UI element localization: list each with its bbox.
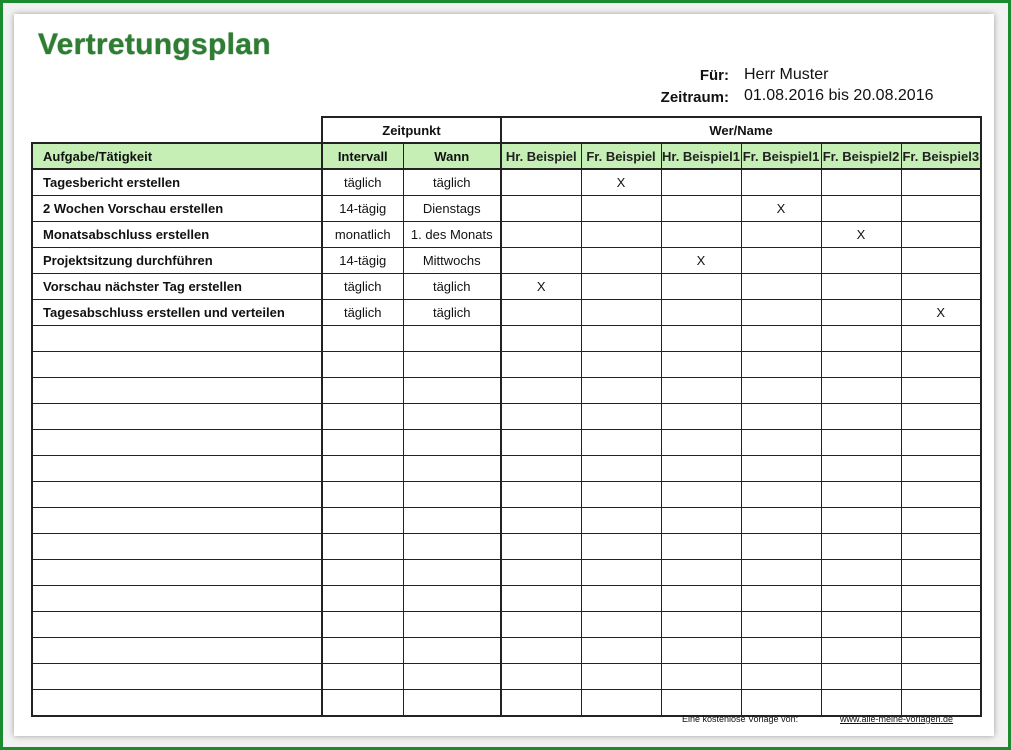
cell-assignment: [821, 430, 901, 456]
cell-task: [32, 560, 322, 586]
cell-assignment: [581, 326, 661, 352]
cell-assignment: [661, 352, 741, 378]
cell-assignment: [741, 326, 821, 352]
cell-assignment: [501, 404, 581, 430]
cell-assignment: [661, 456, 741, 482]
cell-task: Projektsitzung durchführen: [32, 248, 322, 274]
cell-assignment: [661, 378, 741, 404]
group-wer-name: Wer/Name: [501, 117, 981, 143]
header-name-1: Hr. Beispiel: [501, 143, 581, 169]
cell-assignment: X: [741, 196, 821, 222]
cell-assignment: [661, 300, 741, 326]
cell-assignment: [901, 248, 981, 274]
fuer-value: Herr Muster: [744, 66, 829, 83]
cell-assignment: [501, 378, 581, 404]
cell-assignment: [821, 586, 901, 612]
cell-assignment: [741, 169, 821, 196]
cell-assignment: [821, 404, 901, 430]
empty-row: [32, 352, 981, 378]
cell-assignment: [821, 534, 901, 560]
cell-assignment: [501, 169, 581, 196]
empty-row: [32, 638, 981, 664]
cell-assignment: [741, 378, 821, 404]
cell-intervall: täglich: [322, 274, 403, 300]
cell-assignment: [501, 352, 581, 378]
cell-assignment: [501, 508, 581, 534]
cell-assignment: [821, 612, 901, 638]
cell-task: [32, 482, 322, 508]
cell-task: Tagesabschluss erstellen und verteilen: [32, 300, 322, 326]
cell-task: [32, 638, 322, 664]
cell-assignment: [581, 404, 661, 430]
cell-wann: Mittwochs: [403, 248, 501, 274]
empty-row: [32, 690, 981, 717]
cell-assignment: [581, 248, 661, 274]
footer-text: Eine kostenlose Vorlage von:: [682, 714, 799, 724]
cell-assignment: [501, 300, 581, 326]
cell-assignment: [581, 352, 661, 378]
cell-assignment: [501, 690, 581, 717]
cell-assignment: [741, 300, 821, 326]
cell-assignment: [741, 430, 821, 456]
cell-assignment: [901, 534, 981, 560]
cell-assignment: [661, 508, 741, 534]
cell-intervall: [322, 352, 403, 378]
cell-assignment: [661, 196, 741, 222]
cell-wann: [403, 352, 501, 378]
cell-wann: [403, 456, 501, 482]
cell-wann: täglich: [403, 274, 501, 300]
cell-intervall: [322, 508, 403, 534]
cell-assignment: [901, 612, 981, 638]
cell-task: [32, 534, 322, 560]
cell-assignment: [821, 169, 901, 196]
cell-wann: [403, 404, 501, 430]
cell-wann: [403, 326, 501, 352]
group-zeitpunkt: Zeitpunkt: [322, 117, 501, 143]
cell-assignment: [821, 638, 901, 664]
fuer-label: Für:: [699, 67, 729, 84]
cell-assignment: [741, 560, 821, 586]
cell-assignment: [501, 586, 581, 612]
table-row: [32, 222, 981, 248]
empty-row: [32, 326, 981, 352]
cell-assignment: X: [661, 248, 741, 274]
cell-assignment: [741, 222, 821, 248]
cell-intervall: 14-tägig: [322, 196, 403, 222]
empty-row: [32, 560, 981, 586]
cell-task: [32, 690, 322, 717]
cell-wann: [403, 430, 501, 456]
empty-row: [32, 508, 981, 534]
schedule-table: [31, 116, 982, 717]
cell-intervall: [322, 534, 403, 560]
cell-wann: [403, 664, 501, 690]
cell-assignment: [501, 326, 581, 352]
zeitraum-label: Zeitraum:: [660, 89, 729, 106]
cell-wann: Dienstags: [403, 196, 501, 222]
cell-assignment: [741, 404, 821, 430]
cell-assignment: [741, 508, 821, 534]
cell-assignment: [901, 274, 981, 300]
group-header-row: [32, 117, 981, 143]
cell-task: [32, 664, 322, 690]
cell-task: [32, 404, 322, 430]
cell-assignment: [661, 482, 741, 508]
cell-assignment: [901, 404, 981, 430]
column-header-row: [32, 143, 981, 169]
cell-assignment: [501, 664, 581, 690]
empty-row: [32, 664, 981, 690]
cell-assignment: [581, 482, 661, 508]
cell-assignment: [501, 482, 581, 508]
empty-row: [32, 482, 981, 508]
cell-task: Tagesbericht erstellen: [32, 169, 322, 196]
cell-assignment: [661, 560, 741, 586]
cell-assignment: [661, 430, 741, 456]
table-row: [32, 248, 981, 274]
cell-assignment: [821, 664, 901, 690]
blank-corner: [32, 117, 322, 143]
cell-assignment: [661, 326, 741, 352]
cell-assignment: [821, 274, 901, 300]
cell-assignment: [901, 508, 981, 534]
cell-assignment: [741, 274, 821, 300]
cell-intervall: [322, 482, 403, 508]
cell-intervall: [322, 664, 403, 690]
empty-row: [32, 456, 981, 482]
cell-wann: 1. des Monats: [403, 222, 501, 248]
cell-assignment: [901, 378, 981, 404]
cell-assignment: [661, 586, 741, 612]
cell-assignment: [741, 456, 821, 482]
cell-wann: [403, 560, 501, 586]
cell-assignment: [741, 638, 821, 664]
cell-task: [32, 352, 322, 378]
cell-assignment: [821, 378, 901, 404]
cell-assignment: X: [821, 222, 901, 248]
cell-task: [32, 508, 322, 534]
cell-assignment: [901, 482, 981, 508]
cell-intervall: monatlich: [322, 222, 403, 248]
cell-wann: täglich: [403, 169, 501, 196]
cell-assignment: [821, 482, 901, 508]
cell-wann: [403, 690, 501, 717]
page-title: Vertretungsplan: [38, 28, 271, 61]
cell-assignment: [501, 248, 581, 274]
cell-intervall: 14-tägig: [322, 248, 403, 274]
cell-wann: [403, 612, 501, 638]
header-name-2: Fr. Beispiel: [581, 143, 661, 169]
cell-task: [32, 378, 322, 404]
cell-assignment: X: [901, 300, 981, 326]
cell-wann: [403, 586, 501, 612]
cell-intervall: [322, 404, 403, 430]
header-name-5: Fr. Beispiel2: [821, 143, 901, 169]
cell-assignment: [581, 690, 661, 717]
cell-assignment: [821, 560, 901, 586]
cell-assignment: [661, 612, 741, 638]
header-name-3: Hr. Beispiel1: [661, 143, 741, 169]
cell-intervall: täglich: [322, 300, 403, 326]
table-row: [32, 196, 981, 222]
cell-task: [32, 612, 322, 638]
footer-link[interactable]: www.alle-meine-vorlagen.de: [840, 714, 954, 724]
empty-row: [32, 430, 981, 456]
cell-assignment: [821, 352, 901, 378]
cell-assignment: [741, 586, 821, 612]
cell-assignment: [901, 664, 981, 690]
cell-intervall: [322, 690, 403, 717]
cell-intervall: täglich: [322, 169, 403, 196]
cell-assignment: [901, 430, 981, 456]
cell-assignment: [821, 690, 901, 717]
header-name-4: Fr. Beispiel1: [741, 143, 821, 169]
cell-assignment: [581, 222, 661, 248]
cell-assignment: [901, 352, 981, 378]
cell-assignment: [901, 638, 981, 664]
cell-assignment: [661, 169, 741, 196]
cell-assignment: [901, 326, 981, 352]
cell-assignment: [741, 482, 821, 508]
cell-assignment: [901, 196, 981, 222]
cell-assignment: [901, 456, 981, 482]
cell-assignment: [901, 560, 981, 586]
cell-assignment: [501, 196, 581, 222]
cell-assignment: [661, 274, 741, 300]
cell-assignment: [821, 300, 901, 326]
cell-assignment: [821, 508, 901, 534]
cell-assignment: [741, 248, 821, 274]
cell-intervall: [322, 612, 403, 638]
cell-assignment: [661, 638, 741, 664]
cell-intervall: [322, 638, 403, 664]
cell-intervall: [322, 430, 403, 456]
cell-assignment: [821, 196, 901, 222]
cell-assignment: [901, 222, 981, 248]
cell-assignment: [581, 300, 661, 326]
cell-wann: [403, 534, 501, 560]
cell-task: [32, 430, 322, 456]
table-row: [32, 274, 981, 300]
cell-task: [32, 586, 322, 612]
cell-task: Monatsabschluss erstellen: [32, 222, 322, 248]
empty-row: [32, 404, 981, 430]
cell-assignment: [581, 612, 661, 638]
cell-assignment: [501, 612, 581, 638]
cell-assignment: [901, 586, 981, 612]
cell-assignment: [581, 534, 661, 560]
cell-assignment: [901, 690, 981, 717]
cell-assignment: [501, 534, 581, 560]
cell-assignment: [581, 196, 661, 222]
cell-assignment: [501, 222, 581, 248]
cell-intervall: [322, 456, 403, 482]
cell-assignment: [741, 534, 821, 560]
cell-assignment: [821, 326, 901, 352]
document-sheet: [14, 14, 994, 736]
cell-assignment: [581, 378, 661, 404]
cell-task: [32, 326, 322, 352]
cell-assignment: [581, 664, 661, 690]
cell-task: Vorschau nächster Tag erstellen: [32, 274, 322, 300]
cell-assignment: [501, 456, 581, 482]
cell-assignment: [581, 508, 661, 534]
cell-wann: täglich: [403, 300, 501, 326]
cell-assignment: [581, 560, 661, 586]
zeitraum-value: 01.08.2016 bis 20.08.2016: [744, 87, 934, 104]
cell-intervall: [322, 560, 403, 586]
cell-assignment: [581, 274, 661, 300]
cell-assignment: [741, 690, 821, 717]
header-intervall: Intervall: [322, 143, 403, 169]
cell-task: 2 Wochen Vorschau erstellen: [32, 196, 322, 222]
cell-assignment: [661, 222, 741, 248]
cell-wann: [403, 508, 501, 534]
cell-assignment: X: [501, 274, 581, 300]
cell-wann: [403, 482, 501, 508]
cell-intervall: [322, 326, 403, 352]
cell-assignment: [661, 534, 741, 560]
cell-assignment: [821, 456, 901, 482]
cell-assignment: [581, 456, 661, 482]
cell-assignment: [581, 586, 661, 612]
empty-row: [32, 378, 981, 404]
empty-row: [32, 534, 981, 560]
cell-assignment: [581, 638, 661, 664]
cell-assignment: X: [581, 169, 661, 196]
cell-assignment: [741, 664, 821, 690]
cell-wann: [403, 378, 501, 404]
cell-intervall: [322, 586, 403, 612]
cell-assignment: [661, 690, 741, 717]
cell-assignment: [741, 612, 821, 638]
cell-wann: [403, 638, 501, 664]
cell-assignment: [581, 430, 661, 456]
cell-assignment: [901, 169, 981, 196]
header-wann: Wann: [403, 143, 501, 169]
cell-assignment: [501, 638, 581, 664]
table-row: [32, 169, 981, 196]
cell-task: [32, 456, 322, 482]
cell-assignment: [501, 430, 581, 456]
cell-assignment: [501, 560, 581, 586]
header-name-6: Fr. Beispiel3: [901, 143, 981, 169]
cell-assignment: [741, 352, 821, 378]
cell-assignment: [821, 248, 901, 274]
table-row: [32, 300, 981, 326]
cell-assignment: [661, 404, 741, 430]
cell-assignment: [661, 664, 741, 690]
empty-row: [32, 586, 981, 612]
cell-intervall: [322, 378, 403, 404]
header-task: Aufgabe/Tätigkeit: [32, 143, 322, 169]
empty-row: [32, 612, 981, 638]
